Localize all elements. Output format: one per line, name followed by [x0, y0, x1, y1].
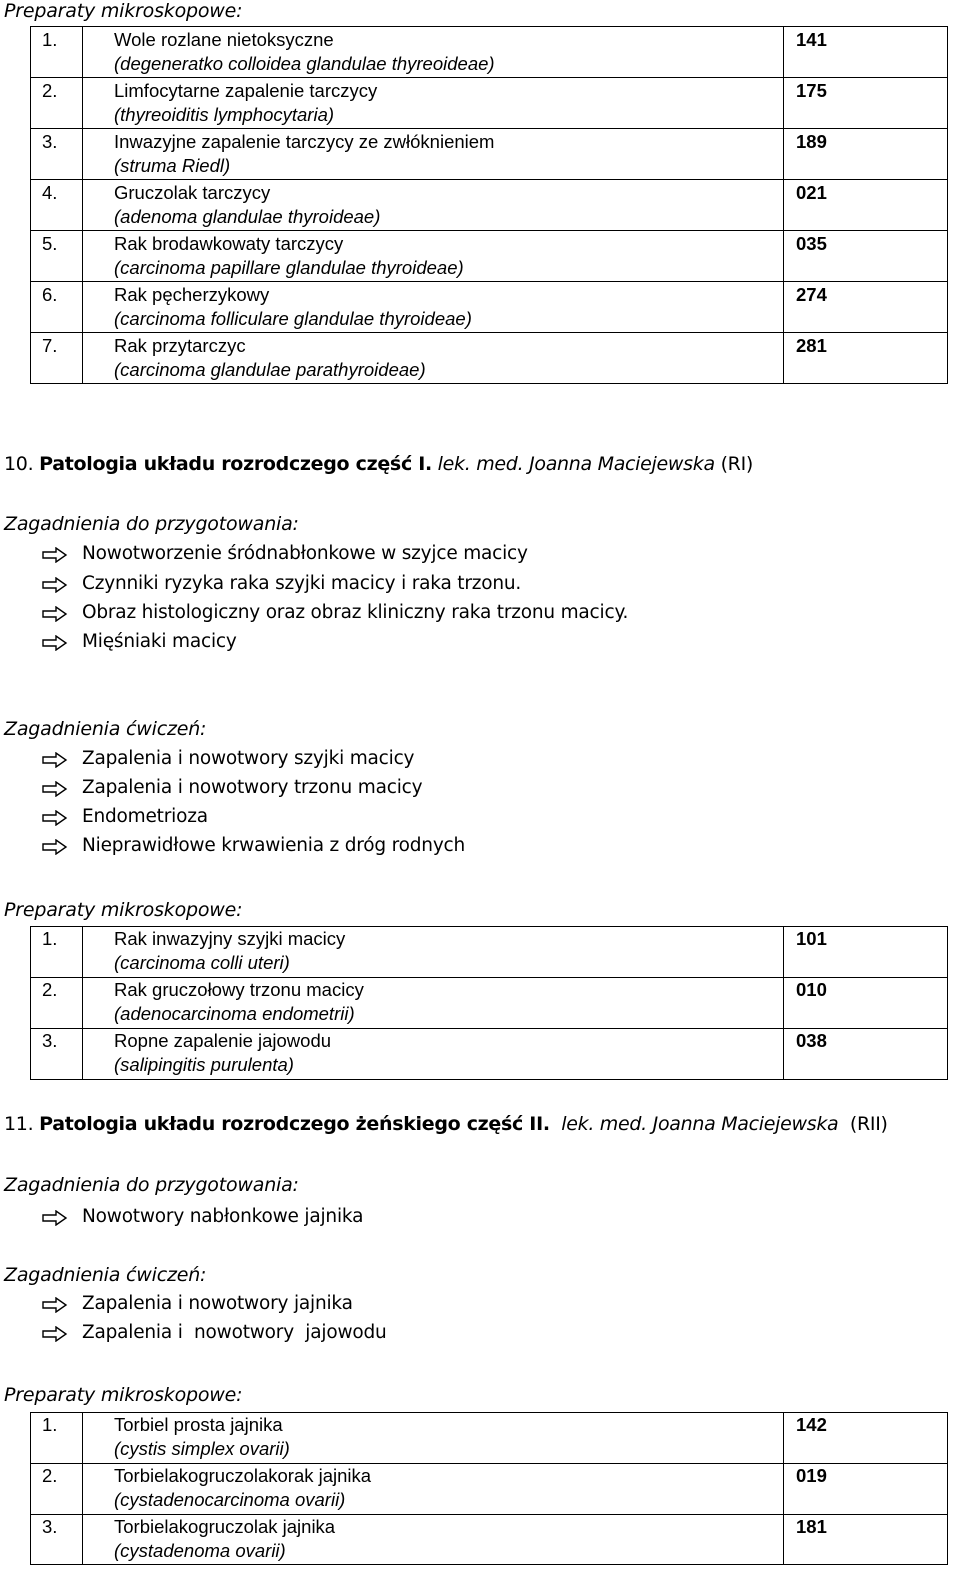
prep-code: 035 [796, 233, 827, 254]
row-number: 2. [42, 979, 58, 1000]
micro-heading-s10: Preparaty mikroskopowe: [4, 899, 243, 921]
section-number: 10. [4, 453, 34, 475]
list-item [42, 835, 942, 861]
section-11-title [4, 1113, 888, 1135]
list-item-text: Zapalenia i nowotwory szyjki macicy [82, 748, 415, 769]
prep-code: 274 [796, 284, 827, 305]
prep-heading-s11: Zagadnienia do przygotowania: [4, 1174, 299, 1196]
list-item [42, 748, 942, 774]
prep-code: 010 [796, 979, 827, 1000]
row-number: 3. [42, 131, 58, 152]
prep-code: 175 [796, 80, 827, 101]
section-code: (RI) [720, 453, 753, 475]
prep-name: Rak gruczołowy trzonu macicy [114, 979, 364, 1000]
prep-name: Torbielakogruczolakorak jajnika [114, 1465, 372, 1486]
list-item [42, 777, 942, 803]
list-item-text: Endometrioza [82, 806, 208, 827]
list-item [42, 602, 942, 628]
arrow-right-icon [42, 577, 68, 593]
prep-name: Limfocytarne zapalenie tarczycy [114, 80, 378, 101]
list-item-text: Zapalenia i nowotwory jajowodu [82, 1322, 387, 1343]
row-number: 3. [42, 1516, 58, 1537]
row-number: 2. [42, 80, 58, 101]
arrow-right-icon [42, 1210, 68, 1226]
list-item-text: Zapalenia i nowotwory jajnika [82, 1293, 353, 1314]
section-number: 11. [4, 1113, 34, 1135]
prep-latin: (cystis simplex ovarii) [114, 1438, 290, 1459]
arrow-right-icon [42, 635, 68, 651]
arrow-right-icon [42, 752, 68, 768]
arrow-right-icon [42, 606, 68, 622]
prep-name: Ropne zapalenie jajowodu [114, 1030, 332, 1051]
row-number: 6. [42, 284, 58, 305]
prep-name: Torbielakogruczolak jajnika [114, 1516, 336, 1537]
section-title-bold: Patologia układu rozrodczego część I. [39, 453, 432, 475]
row-number: 3. [42, 1030, 58, 1051]
doctor-name: Joanna Maciejewska [529, 453, 715, 475]
arrow-right-icon [42, 781, 68, 797]
prep-latin: (salipingitis purulenta) [114, 1054, 294, 1075]
prep-code: 181 [796, 1516, 827, 1537]
row-number: 5. [42, 233, 58, 254]
prep-latin: (cystadenocarcinoma ovarii) [114, 1489, 346, 1510]
prep-name: Torbiel prosta jajnika [114, 1414, 283, 1435]
prep-latin: (carcinoma papillare glandulae thyroideae) [114, 257, 464, 278]
arrow-right-icon [42, 810, 68, 826]
arrow-right-icon [42, 1297, 68, 1313]
row-number: 4. [42, 182, 58, 203]
prep-name: Rak przytarczyc [114, 335, 246, 356]
micro-heading-s9: Preparaty mikroskopowe: [4, 0, 243, 22]
micro-heading-s11: Preparaty mikroskopowe: [4, 1384, 243, 1406]
list-item-text: Nowotwory nabłonkowe jajnika [82, 1206, 364, 1227]
list-item [42, 1206, 942, 1232]
arrow-right-icon [42, 1326, 68, 1342]
prep-code: 189 [796, 131, 827, 152]
exercise-heading-s10: Zagadnienia ćwiczeń: [4, 718, 207, 740]
prep-latin: (carcinoma glandulae parathyroideae) [114, 359, 426, 380]
prep-name: Inwazyjne zapalenie tarczycy ze zwłóknieniem [114, 131, 495, 152]
prep-code: 101 [796, 928, 827, 949]
list-item-text: Mięśniaki macicy [82, 631, 237, 652]
list-item [42, 573, 942, 599]
prep-code: 038 [796, 1030, 827, 1051]
prep-name: Gruczolak tarczycy [114, 182, 271, 203]
exercise-heading-s11: Zagadnienia ćwiczeń: [4, 1264, 207, 1286]
prep-latin: (adenoma glandulae thyroideae) [114, 206, 381, 227]
prep-latin: (carcinoma folliculare glandulae thyroideae) [114, 308, 472, 329]
prep-code: 141 [796, 29, 827, 50]
prep-code: 281 [796, 335, 827, 356]
list-item [42, 631, 942, 657]
list-item-text: Nieprawidłowe krwawienia z dróg rodnych [82, 835, 466, 856]
section-code: (RII) [849, 1113, 888, 1135]
doctor-prefix: lek. med. [437, 453, 524, 475]
prep-latin: (thyreoiditis lymphocytaria) [114, 104, 335, 125]
prep-latin: (cystadenoma ovarii) [114, 1540, 286, 1561]
section-10-title [4, 453, 753, 475]
prep-latin: (degeneratko colloidea glandulae thyreoideae) [114, 53, 495, 74]
row-number: 7. [42, 335, 58, 356]
list-item [42, 1322, 942, 1348]
prep-code: 021 [796, 182, 827, 203]
arrow-right-icon [42, 839, 68, 855]
arrow-right-icon [42, 547, 68, 563]
doctor-name: Joanna Maciejewska [652, 1113, 839, 1135]
row-number: 2. [42, 1465, 58, 1486]
prep-name: Rak pęcherzykowy [114, 284, 270, 305]
list-item-text: Obraz histologiczny oraz obraz kliniczny raka trzonu macicy. [82, 602, 629, 623]
prep-name: Rak inwazyjny szyjki macicy [114, 928, 346, 949]
list-item-text: Zapalenia i nowotwory trzonu macicy [82, 777, 423, 798]
prep-name: Wole rozlane nietoksyczne [114, 29, 334, 50]
list-item [42, 806, 942, 832]
row-number: 1. [42, 1414, 58, 1435]
doctor-prefix: lek. med. [561, 1113, 647, 1135]
prep-code: 142 [796, 1414, 827, 1435]
prep-code: 019 [796, 1465, 827, 1486]
list-item [42, 543, 942, 569]
prep-name: Rak brodawkowaty tarczycy [114, 233, 344, 254]
list-item-text: Nowotworzenie śródnabłonkowe w szyjce macicy [82, 543, 528, 564]
row-number: 1. [42, 29, 58, 50]
section-title-bold: Patologia układu rozrodczego żeńskiego część II. [39, 1113, 550, 1135]
list-item-text: Czynniki ryzyka raka szyjki macicy i raka trzonu. [82, 573, 522, 594]
list-item [42, 1293, 942, 1319]
row-number: 1. [42, 928, 58, 949]
prep-latin: (carcinoma colli uteri) [114, 952, 290, 973]
prep-latin: (adenocarcinoma endometrii) [114, 1003, 355, 1024]
prep-latin: (struma Riedl) [114, 155, 231, 176]
prep-heading-s10: Zagadnienia do przygotowania: [4, 513, 299, 535]
